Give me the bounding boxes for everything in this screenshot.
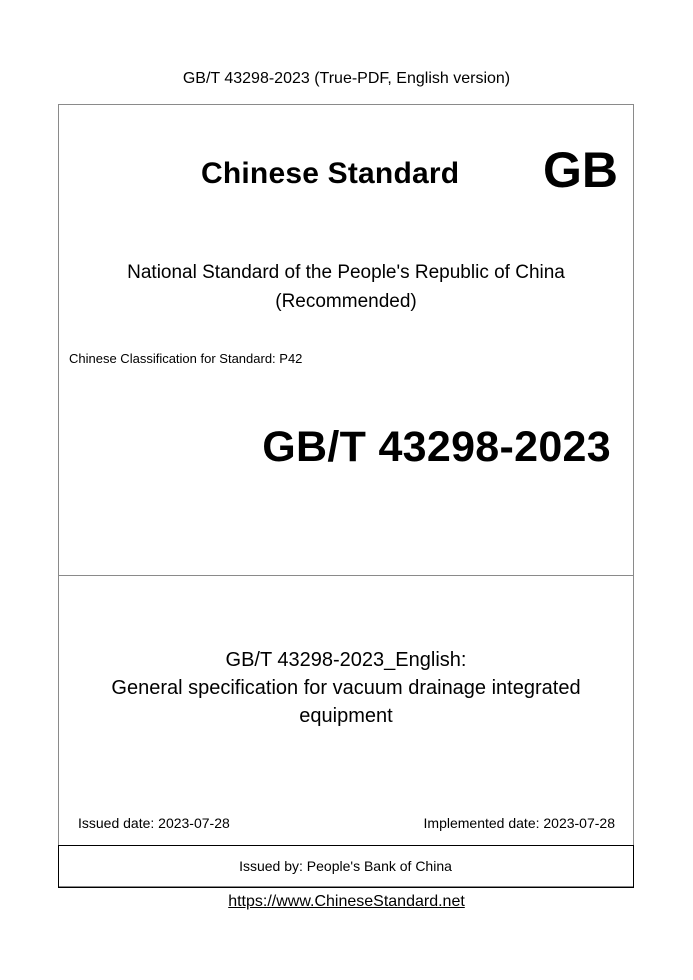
issued-date: Issued date: 2023-07-28 <box>78 815 230 831</box>
english-title-block <box>59 646 633 730</box>
document-header: GB/T 43298-2023 (True-PDF, English version) <box>182 70 511 87</box>
standard-label: Chinese Standard <box>201 157 460 190</box>
title-line-name: General specification for vacuum drainage integrated <box>111 677 581 699</box>
classification-text: Chinese Classification for Standard: P42 <box>69 351 303 366</box>
recommended-line: (Recommended) <box>275 291 417 312</box>
implemented-date: Implemented date: 2023-07-28 <box>423 815 615 831</box>
gb-mark: GB <box>543 142 618 198</box>
title-line-name-cont: equipment <box>299 705 393 727</box>
website-link[interactable]: https://www.ChineseStandard.net <box>228 893 465 910</box>
national-standard-line: National Standard of the People's Republic of China <box>127 262 565 283</box>
title-line-code: GB/T 43298-2023_English: <box>225 649 467 671</box>
cover-frame <box>58 104 634 887</box>
issued-by-box: Issued by: People's Bank of China <box>58 845 634 888</box>
cover-top-section <box>59 105 633 576</box>
standard-number: GB/T 43298-2023 <box>262 423 611 471</box>
national-standard-heading <box>59 258 633 316</box>
